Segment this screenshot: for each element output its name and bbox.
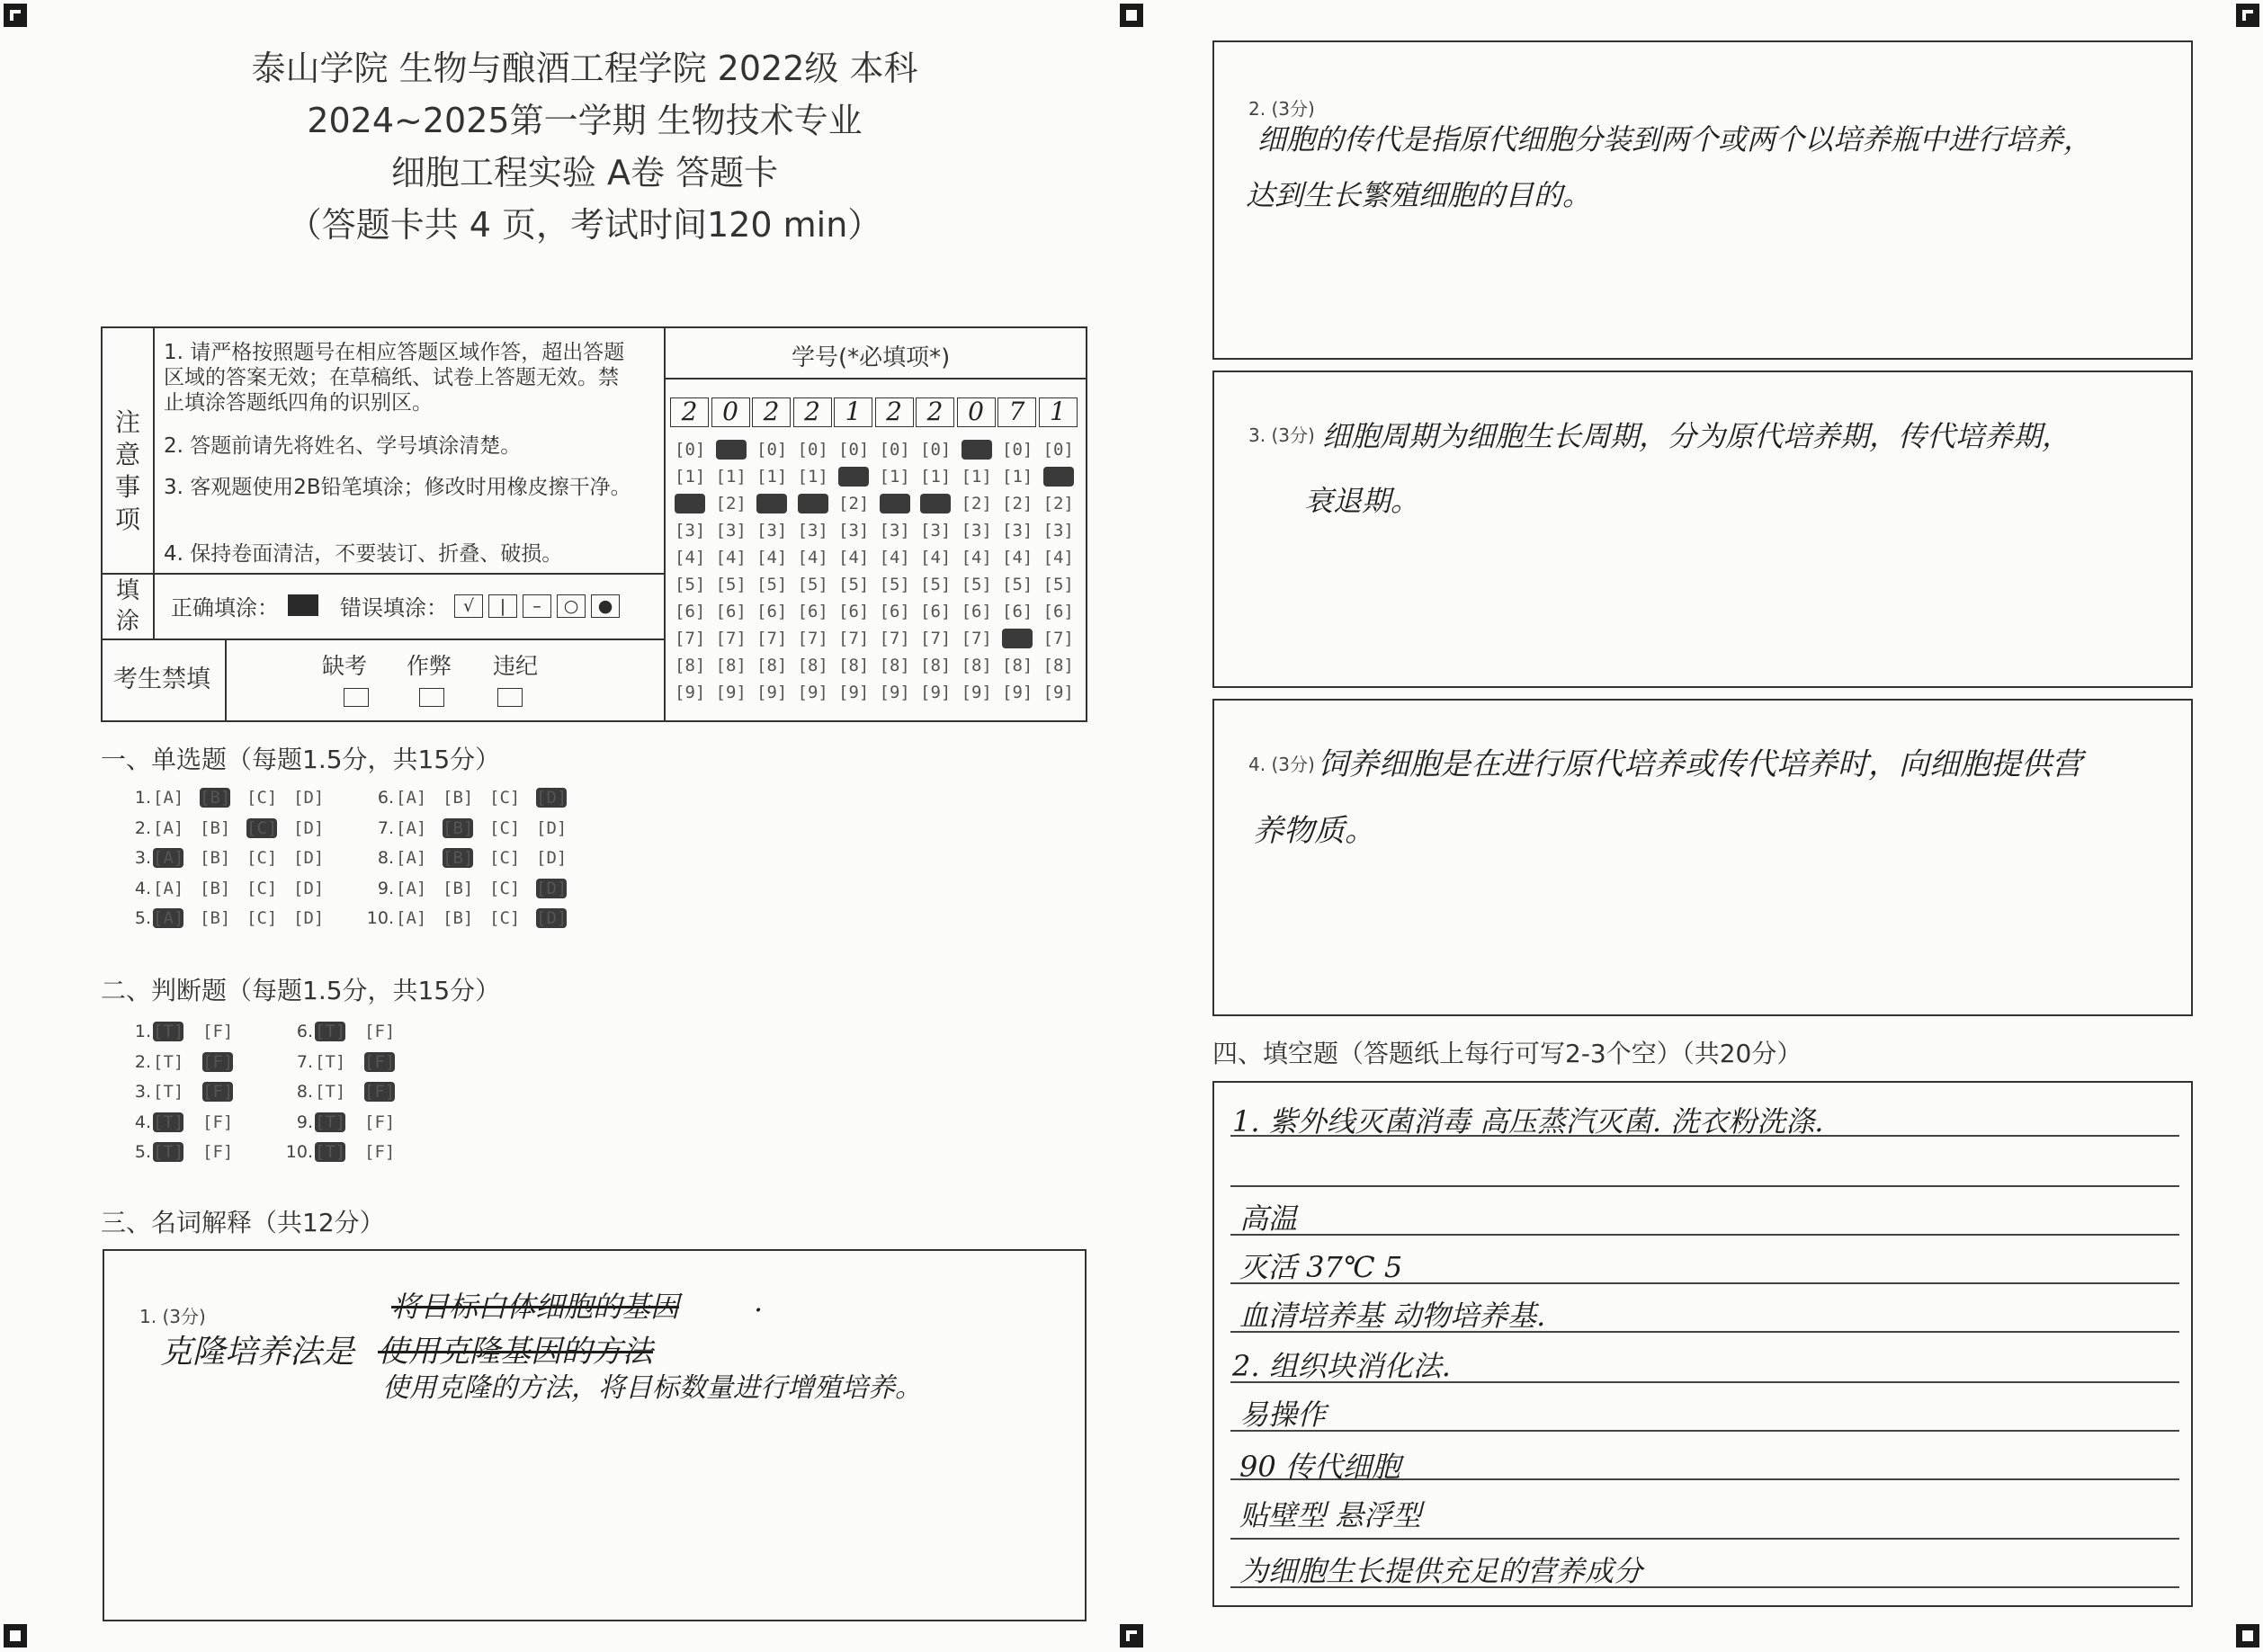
single-choice-option[interactable]: [C] [489,908,521,928]
student-id-bubble[interactable]: [5] [797,575,828,594]
q2-label: 2. (3分) [1248,98,1315,120]
notes-label: 注意事项 [114,407,140,534]
true-false-number: 9. [296,1112,313,1132]
student-id-bubble[interactable]: [9] [1002,683,1033,702]
true-false-option[interactable]: [F] [202,1142,234,1162]
student-id-digit: 2 [670,397,709,427]
student-id-bubble[interactable]: [9] [838,683,870,702]
true-false-option[interactable]: [F] [202,1022,234,1041]
student-id-digit: 0 [957,397,996,427]
student-id-bubble[interactable]: [7] [756,629,788,648]
single-choice-option[interactable]: [A] [396,848,427,868]
single-choice-option[interactable]: [B] [443,908,474,928]
fill-wrong-sample: | [488,594,517,618]
q4-line2: 养物质。 [1253,813,1375,849]
ruled-line [1230,1430,2179,1432]
true-false-number: 10. [285,1142,313,1162]
header-school: 泰山学院 生物与酿酒工程学院 2022级 本科 [251,49,918,88]
fill-correct-sample [288,594,318,616]
registration-mark-bottom-right [2236,1624,2259,1648]
q1-crossed-2: 使用克隆基因的方法 [378,1334,653,1370]
student-id-bubble[interactable]: [6] [675,602,706,621]
registration-mark-bottom-left [4,1624,27,1648]
q2-line2: 达到生长繁殖细胞的目的。 [1246,178,1592,212]
student-id-bubble[interactable]: [1] [675,467,706,487]
student-id-bubble[interactable]: [8] [756,656,788,675]
fill-blank-answer: 90 传代细胞 [1239,1450,1400,1484]
student-id-bubble[interactable]: [2] [675,494,706,513]
student-id-bubble[interactable]: [1] [756,467,788,487]
student-id-bubble[interactable]: [0] [879,440,910,460]
student-id-bubble[interactable]: [3] [715,521,747,540]
student-id-bubble[interactable]: [0] [715,440,747,460]
student-id-bubble[interactable]: [3] [879,521,910,540]
student-id-bubble[interactable]: [5] [838,575,870,594]
student-id-digit: 2 [916,397,954,427]
student-id-bubble[interactable]: [7] [838,629,870,648]
student-id-bubble[interactable]: [0] [838,440,870,460]
student-id-bubble[interactable]: [7] [1042,629,1074,648]
absent-checkbox[interactable] [344,688,369,707]
notes-item-2: 2. 答题前请先将姓名、学号填涂清楚。 [164,434,522,458]
single-choice-option[interactable]: [A] [153,848,184,868]
cheat-label: 作弊 [407,653,452,679]
fill-blank-answer: 易操作 [1239,1398,1327,1432]
student-id-bubble[interactable]: [2] [961,494,992,513]
student-id-bubble[interactable]: [3] [961,521,992,540]
student-id-bubble[interactable]: [6] [879,602,910,621]
student-id-bubble[interactable]: [4] [797,548,828,567]
true-false-option[interactable]: [T] [153,1112,184,1132]
single-choice-option[interactable]: [C] [489,788,521,808]
fill-blank-answer: 1. 紫外线灭菌消毒 高压蒸汽灭菌. 洗衣粉洗涤. [1232,1104,1824,1139]
true-false-number: 5. [134,1142,151,1162]
single-choice-option[interactable]: [B] [443,848,474,868]
student-id-bubble[interactable]: [7] [797,629,828,648]
single-choice-option[interactable]: [B] [200,817,231,838]
absent-label: 缺考 [322,653,368,679]
student-id-bubble[interactable]: [1] [920,467,952,487]
single-choice-option[interactable]: [C] [489,817,521,838]
true-false-number: 7. [296,1051,313,1072]
student-id-bubble[interactable]: [8] [1042,656,1074,675]
single-choice-option[interactable]: [D] [293,788,325,808]
q3-label: 3. (3分) [1248,424,1315,446]
true-false-option[interactable]: [T] [315,1051,346,1072]
single-choice-option[interactable]: [A] [396,908,427,928]
single-choice-number: 10. [366,908,394,928]
true-false-option[interactable]: [F] [202,1082,234,1102]
single-choice-option[interactable]: [D] [536,878,568,898]
student-id-bubble[interactable]: [6] [1042,602,1074,621]
true-false-option[interactable]: [F] [202,1112,234,1132]
true-false-option[interactable]: [T] [153,1082,184,1102]
notes-item-1: 1. 请严格按照题号在相应答题区域作答，超出答题区域的答案无效；在草稿纸、试卷上答题无效。禁止填涂答题纸四角的识别区。 [164,341,625,415]
student-id-bubble[interactable]: [8] [715,656,747,675]
single-choice-option[interactable]: [A] [396,817,427,838]
student-id-bubble[interactable]: [7] [879,629,910,648]
single-choice-number: 4. [134,878,151,898]
header-semester: 2024~2025第一学期 生物技术专业 [307,101,863,140]
student-id-bubble[interactable]: [8] [675,656,706,675]
student-id-bubble[interactable]: [5] [715,575,747,594]
q1-dot: . [754,1284,764,1318]
single-choice-option[interactable]: [A] [153,878,184,898]
section1-title: 一、单选题（每题1.5分，共15分） [101,745,501,774]
single-choice-number: 6. [377,788,394,808]
notes-item-4: 4. 保持卷面清洁，不要装订、折叠、破损。 [164,542,563,566]
fill-blank-answer: 血清培养基 动物培养基. [1239,1299,1546,1333]
student-id-bubble[interactable]: [9] [961,683,992,702]
student-id-bubble[interactable]: [3] [756,521,788,540]
student-id-bubble[interactable]: [8] [1002,656,1033,675]
student-id-bubble[interactable]: [0] [961,440,992,460]
student-id-bubble[interactable]: [9] [756,683,788,702]
single-choice-number: 8. [377,848,394,868]
single-choice-option[interactable]: [D] [536,788,568,808]
student-id-bubble[interactable]: [6] [715,602,747,621]
student-id-bubble[interactable]: [0] [1042,440,1074,460]
student-id-bubble[interactable]: [6] [961,602,992,621]
true-false-option[interactable]: [F] [364,1112,396,1132]
registration-mark-bottom-middle [1120,1624,1143,1648]
student-id-bubble[interactable]: [4] [675,548,706,567]
ruled-line [1230,1185,2179,1187]
single-choice-option[interactable]: [B] [443,878,474,898]
student-id-bubble[interactable]: [0] [756,440,788,460]
fill-blank-answer: 高温 [1239,1201,1298,1236]
single-choice-number: 1. [134,788,151,808]
single-choice-number: 3. [134,848,151,868]
single-choice-option[interactable]: [D] [293,848,325,868]
student-id-bubble[interactable]: [4] [879,548,910,567]
student-id-digit: 0 [711,397,750,427]
single-choice-option[interactable]: [C] [489,848,521,868]
single-choice-option[interactable]: [C] [246,908,278,928]
student-id-bubble[interactable]: [6] [1002,602,1033,621]
q1-label: 1. (3分) [139,1306,206,1327]
student-id-bubble[interactable]: [5] [961,575,992,594]
section4-title: 四、填空题（答题纸上每行可写2-3个空）（共20分） [1212,1039,1802,1068]
single-choice-option[interactable]: [B] [200,878,231,898]
single-choice-option[interactable]: [C] [246,788,278,808]
student-id-bubble[interactable]: [1] [879,467,910,487]
ruled-line [1230,1538,2179,1540]
single-choice-option[interactable]: [B] [200,908,231,928]
student-id-bubble[interactable]: [3] [797,521,828,540]
violation-label: 违纪 [493,653,539,679]
q3-line2: 衰退期。 [1304,484,1420,518]
fill-blank-answer: 2. 组织块消化法. [1232,1349,1451,1383]
fill-blank-answer: 为细胞生长提供充足的营养成分 [1239,1554,1643,1588]
student-id-bubble[interactable]: [1] [797,467,828,487]
violation-checkbox[interactable] [497,688,523,707]
student-id-bubble[interactable]: [5] [1002,575,1033,594]
true-false-number: 6. [296,1022,313,1041]
student-id-bubble[interactable]: [5] [920,575,952,594]
student-id-bubble[interactable]: [7] [675,629,706,648]
true-false-number: 3. [134,1082,151,1102]
student-id-bubble[interactable]: [3] [675,521,706,540]
student-id-bubble[interactable]: [8] [920,656,952,675]
student-id-bubble[interactable]: [2] [920,494,952,513]
notes-item-3: 3. 客观题使用2B铅笔填涂；修改时用橡皮擦干净。 [164,476,631,499]
true-false-option[interactable]: [T] [315,1022,346,1041]
fill-wrong-label: 错误填涂： [340,595,448,621]
student-id-bubble[interactable]: [2] [838,494,870,513]
fill-label: 填涂 [115,577,139,635]
q3-line1: 细胞周期为细胞生长周期，分为原代培养期，传代培养期， [1322,419,2071,453]
single-choice-option[interactable]: [A] [153,908,184,928]
single-choice-number: 9. [377,878,394,898]
student-id-bubble[interactable]: [9] [920,683,952,702]
header-course: 细胞工程实验 A卷 答题卡 [390,153,779,192]
student-id-bubble[interactable]: [5] [1042,575,1074,594]
student-id-bubble[interactable]: [5] [879,575,910,594]
student-id-bubble[interactable]: [4] [756,548,788,567]
student-id-bubble[interactable]: [9] [1042,683,1074,702]
true-false-option[interactable]: [F] [364,1051,396,1072]
student-id-bubble[interactable]: [3] [838,521,870,540]
ruled-line [1230,1234,2179,1236]
student-id-bubble[interactable]: [7] [920,629,952,648]
fill-blank-answer: 贴壁型 悬浮型 [1239,1498,1422,1532]
header-info: （答题卡共 4 页，考试时间120 min） [287,205,882,245]
section2-title: 二、判断题（每题1.5分，共15分） [101,976,501,1005]
student-id-bubble[interactable]: [0] [920,440,952,460]
student-id-bubble[interactable]: [3] [1002,521,1033,540]
true-false-option[interactable]: [F] [364,1022,396,1041]
single-choice-option[interactable]: [B] [443,817,474,838]
q4-line1: 饲养细胞是在进行原代培养或传代培养时，向细胞提供营 [1318,746,2082,782]
student-id-bubble[interactable]: [5] [756,575,788,594]
true-false-number: 1. [134,1022,151,1041]
fill-wrong-sample: ○ [557,594,586,618]
student-id-digit: 2 [875,397,914,427]
single-choice-option[interactable]: [B] [200,788,231,808]
single-choice-option[interactable]: [D] [536,817,568,838]
student-id-digit: 2 [793,397,832,427]
student-id-bubble[interactable]: [4] [715,548,747,567]
student-id-bubble[interactable]: [7] [961,629,992,648]
student-id-bubble[interactable]: [0] [1002,440,1033,460]
q1-crossed-1: 将目标白体细胞的基因 [391,1290,680,1324]
registration-mark-top-middle [1120,4,1143,27]
q1-line2: 使用克隆的方法，将目标数量进行增殖培养。 [382,1372,922,1404]
student-id-digit: 7 [997,397,1036,427]
single-choice-option[interactable]: [D] [536,848,568,868]
student-id-bubble[interactable]: [6] [838,602,870,621]
student-id-bubble[interactable]: [7] [715,629,747,648]
student-id-bubble[interactable]: [1] [961,467,992,487]
single-choice-option[interactable]: [A] [396,878,427,898]
single-choice-option[interactable]: [D] [536,908,568,928]
student-id-bubble[interactable]: [4] [920,548,952,567]
single-choice-option[interactable]: [D] [293,817,325,838]
single-choice-number: 7. [377,817,394,838]
student-id-bubble[interactable]: [6] [797,602,828,621]
student-id-bubble[interactable]: [4] [961,548,992,567]
student-id-bubble[interactable]: [8] [838,656,870,675]
single-choice-option[interactable]: [B] [443,788,474,808]
student-id-digit: 2 [752,397,791,427]
single-choice-number: 5. [134,908,151,928]
student-id-bubble[interactable]: [8] [797,656,828,675]
registration-mark-top-right [2236,4,2259,27]
student-id-bubble[interactable]: [1] [715,467,747,487]
student-id-bubble[interactable]: [0] [675,440,706,460]
true-false-option[interactable]: [F] [364,1142,396,1162]
student-id-digit: 1 [834,397,872,427]
single-choice-option[interactable]: [B] [200,848,231,868]
student-id-bubble[interactable]: [4] [1002,548,1033,567]
exam-staff-label: 考生禁填 [113,665,210,693]
fill-wrong-sample: – [523,594,551,618]
student-id-bubble[interactable]: [9] [879,683,910,702]
student-id-title: 学号(*必填项*) [792,344,951,371]
single-choice-option[interactable]: [D] [293,878,325,898]
true-false-number: 4. [134,1112,151,1132]
student-id-bubble[interactable]: [2] [879,494,910,513]
true-false-option[interactable]: [F] [202,1051,234,1072]
student-id-bubble[interactable]: [3] [920,521,952,540]
student-id-bubble[interactable]: [8] [961,656,992,675]
student-id-bubble[interactable]: [2] [1002,494,1033,513]
student-id-bubble[interactable]: [4] [1042,548,1074,567]
fill-blank-answer: 灭活 37℃ 5 [1239,1250,1403,1284]
student-id-bubble[interactable]: [2] [1042,494,1074,513]
student-id-bubble[interactable]: [8] [879,656,910,675]
true-false-option[interactable]: [T] [315,1142,346,1162]
student-id-bubble[interactable]: [2] [756,494,788,513]
student-id-bubble[interactable]: [0] [797,440,828,460]
fill-correct-label: 正确填涂： [171,595,279,621]
true-false-option[interactable]: [T] [315,1112,346,1132]
q2-line1: 细胞的传代是指原代细胞分装到两个或两个以培养瓶中进行培养， [1257,122,2093,156]
true-false-option[interactable]: [T] [153,1022,184,1041]
student-id-bubble[interactable]: [9] [715,683,747,702]
student-id-bubble[interactable]: [1] [1002,467,1033,487]
student-id-bubble[interactable]: [2] [797,494,828,513]
single-choice-option[interactable]: [A] [153,788,184,808]
student-id-bubble[interactable]: [6] [920,602,952,621]
true-false-option[interactable]: [T] [153,1142,184,1162]
student-id-bubble[interactable]: [3] [1042,521,1074,540]
registration-mark-top-left [4,4,27,27]
student-id-bubble[interactable]: [9] [675,683,706,702]
single-choice-number: 2. [134,817,151,838]
student-id-digit: 1 [1039,397,1078,427]
single-choice-option[interactable]: [D] [293,908,325,928]
q1-main: 克隆培养法是 [160,1334,355,1371]
single-choice-option[interactable]: [C] [489,878,521,898]
true-false-number: 2. [134,1051,151,1072]
single-choice-option[interactable]: [C] [246,817,278,838]
single-choice-option[interactable]: [A] [153,817,184,838]
q4-label: 4. (3分) [1248,754,1315,775]
student-id-bubble[interactable]: [9] [797,683,828,702]
student-id-bubble[interactable]: [1] [1042,467,1074,487]
student-id-bubble[interactable]: [2] [715,494,747,513]
single-choice-option[interactable]: [C] [246,848,278,868]
fill-wrong-sample: √ [454,594,483,618]
true-false-option[interactable]: [F] [364,1082,396,1102]
student-id-bubble[interactable]: [4] [838,548,870,567]
fill-wrong-sample: ● [591,594,620,618]
true-false-number: 8. [296,1082,313,1102]
cheat-checkbox[interactable] [419,688,444,707]
student-id-bubble[interactable]: [6] [756,602,788,621]
single-choice-option[interactable]: [C] [246,878,278,898]
true-false-option[interactable]: [T] [315,1082,346,1102]
student-id-bubble[interactable]: [5] [675,575,706,594]
single-choice-option[interactable]: [A] [396,788,427,808]
student-id-bubble[interactable]: [1] [838,467,870,487]
section3-title: 三、名词解释（共12分） [101,1208,385,1237]
student-id-bubble[interactable]: [7] [1002,629,1033,648]
true-false-option[interactable]: [T] [153,1051,184,1072]
